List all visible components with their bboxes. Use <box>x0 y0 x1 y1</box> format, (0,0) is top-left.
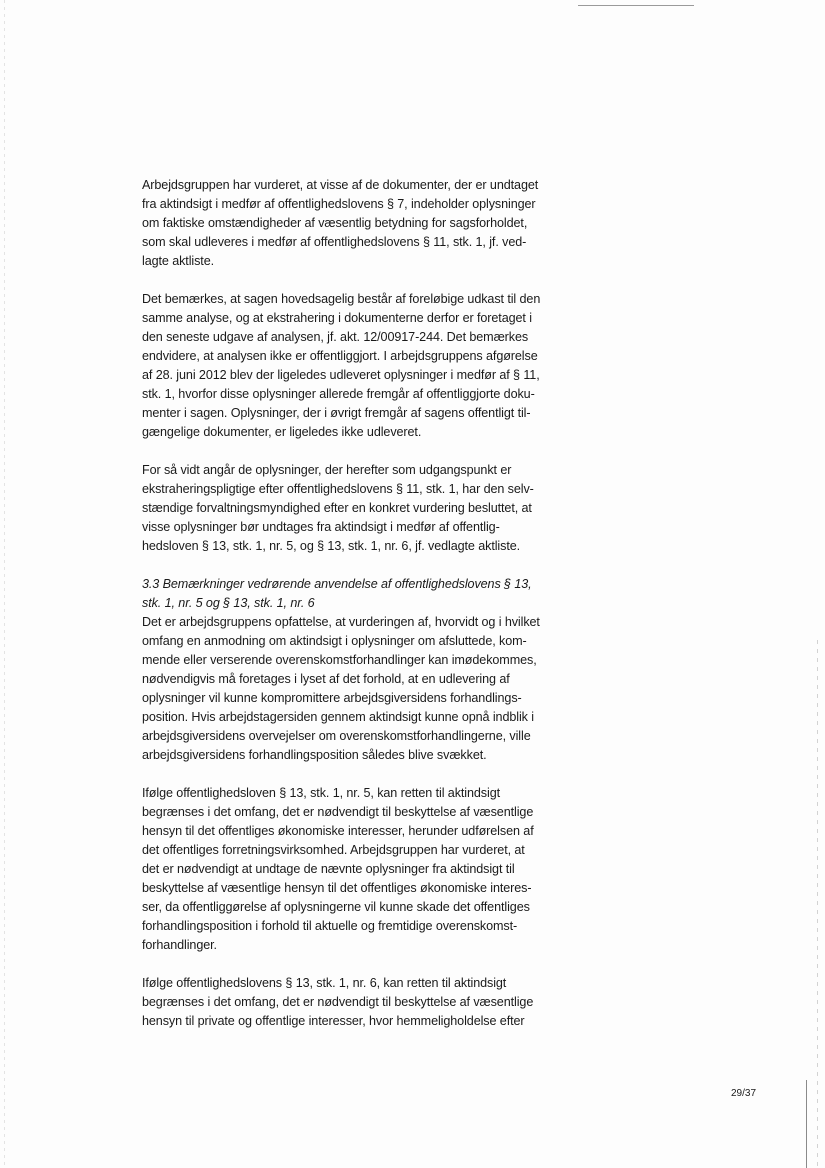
paragraph-nr-6 <box>142 974 582 1031</box>
text-line: Ifølge offentlighedslovens § 13, stk. 1, nr. 6, kan retten til aktindsigt <box>142 976 507 990</box>
text-line: Arbejdsgruppen har vurderet, at visse af de dokumenter, der er undtaget <box>142 178 539 192</box>
text-line: hedsloven § 13, stk. 1, nr. 5, og § 13, stk. 1, nr. 6, jf. vedlagte aktliste. <box>142 539 521 553</box>
text-line: stk. 1, hvorfor disse oplysninger allerede fremgår af offentliggjorte doku- <box>142 387 535 401</box>
paragraph-nr-5 <box>142 784 582 955</box>
text-line: det offentliges forretningsvirksomhed. Arbejdsgruppen har vurderet, at <box>142 843 525 857</box>
scan-artifact-right-edge-dark <box>806 1080 807 1168</box>
text-line: forhandlingsposition i forhold til aktuelle og fremtidige overenskomst- <box>142 919 518 933</box>
text-line: Ifølge offentlighedsloven § 13, stk. 1, nr. 5, kan retten til aktindsigt <box>142 786 501 800</box>
text-line: fra aktindsigt i medfør af offentlighedslovens § 7, indeholder oplysninger <box>142 197 536 211</box>
text-line: beskyttelse af væsentlige hensyn til det offentliges økonomiske interes- <box>142 881 532 895</box>
scan-artifact-line <box>578 5 694 6</box>
text-line: som skal udleveres i medfør af offentlighedslovens § 11, stk. 1, jf. ved- <box>142 235 527 249</box>
text-line: det er nødvendigt at undtage de nævnte oplysninger fra aktindsigt til <box>142 862 515 876</box>
section-heading-line: stk. 1, nr. 5 og § 13, stk. 1, nr. 6 <box>142 596 315 610</box>
text-line: gængelige dokumenter, er ligeledes ikke udleveret. <box>142 425 422 439</box>
text-line: visse oplysninger bør undtages fra aktindsigt i medfør af offentlig- <box>142 520 500 534</box>
scan-artifact-right-edge <box>817 640 818 1168</box>
text-line: ser, da offentliggørelse af oplysningerne vil kunne skade det offentliges <box>142 900 530 914</box>
paragraph-aktliste <box>142 176 582 271</box>
text-line: begrænses i det omfang, det er nødvendigt til beskyttelse af væsentlige <box>142 805 534 819</box>
text-line: nødvendigvis må foretages i lyset af det forhold, at en udlevering af <box>142 672 510 686</box>
text-line: Det er arbejdsgruppens opfattelse, at vurderingen af, hvorvidt og i hvilket <box>142 615 540 629</box>
section-3-3 <box>142 575 582 765</box>
text-line: mende eller verserende overenskomstforhandlinger kan imødekommes, <box>142 653 537 667</box>
text-line: menter i sagen. Oplysninger, der i øvrigt fremgår af sagens offentligt til- <box>142 406 531 420</box>
text-line: hensyn til private og offentlige interesser, hvor hemmeligholdelse efter <box>142 1014 525 1028</box>
text-line: ekstraheringspligtige efter offentlighedslovens § 11, stk. 1, har den selv- <box>142 482 534 496</box>
text-line: den seneste udgave af analysen, jf. akt. 12/00917-244. Det bemærkes <box>142 330 529 344</box>
text-line: Det bemærkes, at sagen hovedsagelig består af foreløbige udkast til den <box>142 292 541 306</box>
scan-artifact-left-edge <box>4 0 5 1168</box>
text-line: om faktiske omstændigheder af væsentlig betydning for sagsforholdet, <box>142 216 528 230</box>
text-line: samme analyse, og at ekstrahering i dokumenterne derfor er foretaget i <box>142 311 532 325</box>
text-line: oplysninger vil kunne kompromittere arbejdsgiversidens forhandlings- <box>142 691 522 705</box>
page-number: 29/37 <box>731 1088 757 1099</box>
section-heading-line: 3.3 Bemærkninger vedrørende anvendelse af offentlighedslovens § 13, <box>142 577 532 591</box>
text-line: af 28. juni 2012 blev der ligeledes udleveret oplysninger i medfør af § 11, <box>142 368 540 382</box>
text-line: hensyn til det offentliges økonomiske interesser, herunder udførelsen af <box>142 824 534 838</box>
paragraph-analyse <box>142 290 582 442</box>
text-line: arbejdsgiversidens overvejelser om overenskomstforhandlingerne, ville <box>142 729 531 743</box>
text-line: omfang en anmodning om aktindsigt i oplysninger om afsluttede, kom- <box>142 634 527 648</box>
text-line: endvidere, at analysen ikke er offentliggjort. I arbejdsgruppens afgørelse <box>142 349 538 363</box>
text-line: lagte aktliste. <box>142 254 215 268</box>
text-line: forhandlinger. <box>142 938 217 952</box>
text-line: begrænses i det omfang, det er nødvendigt til beskyttelse af væsentlige <box>142 995 534 1009</box>
text-line: position. Hvis arbejdstagersiden gennem aktindsigt kunne opnå indblik i <box>142 710 534 724</box>
text-line: For så vidt angår de oplysninger, der herefter som udgangspunkt er <box>142 463 512 477</box>
text-line: arbejdsgiversidens forhandlingsposition således blive svækket. <box>142 748 487 762</box>
document-body <box>142 176 582 1050</box>
paragraph-ekstrahering <box>142 461 582 556</box>
text-line: stændige forvaltningsmyndighed efter en konkret vurdering besluttet, at <box>142 501 532 515</box>
